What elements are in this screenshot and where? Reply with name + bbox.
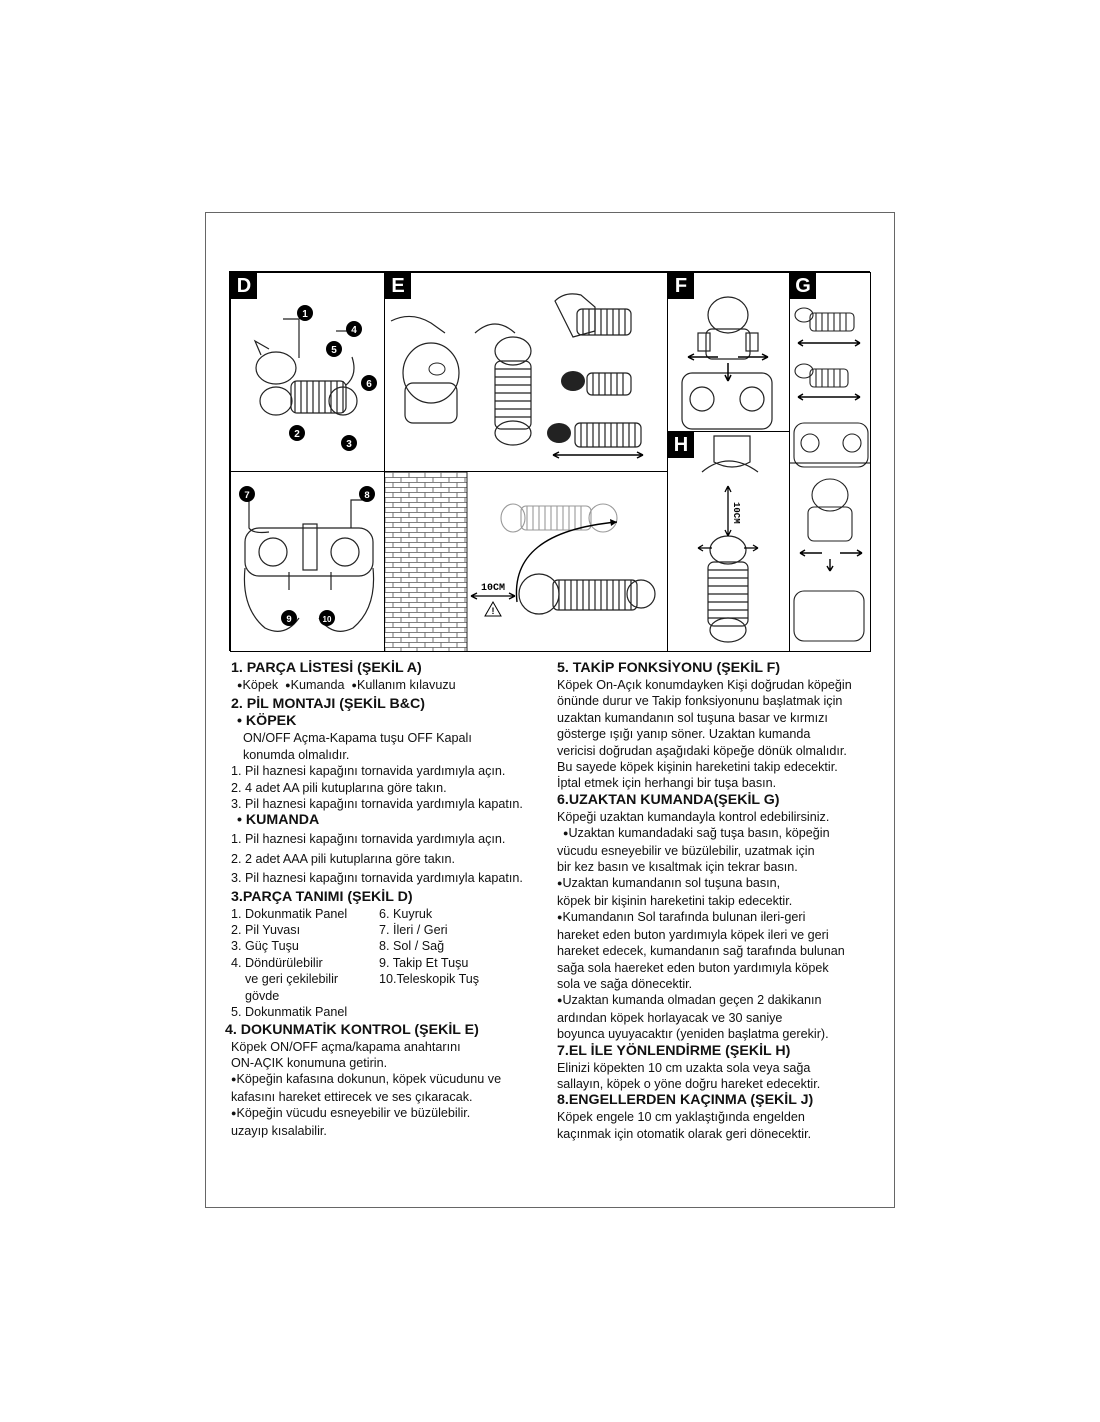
robot-dog-parts-illustration <box>231 273 385 472</box>
part-number-10: 10 <box>322 615 332 624</box>
section-5-title: 5. TAKİP FONKSİYONU (ŞEKİL F) <box>557 660 781 676</box>
dog-note-line: ON/OFF Açma-Kapama tuşu OFF Kapalı <box>243 731 472 746</box>
figure-e-panel <box>384 272 668 472</box>
part-number-3: 3 <box>346 439 352 450</box>
figure-d-panel <box>230 272 385 472</box>
part-definition: gövde <box>245 988 280 1003</box>
part-definition: ve geri çekilebilir <box>245 972 339 987</box>
section-4-title: 4. DOKUNMATİK KONTROL (ŞEKİL E) <box>225 1021 479 1038</box>
section-6-line: hareket edecek, kumandanın sağ tarafında bulunan <box>557 944 845 959</box>
section-6-line: vücudu esneyebilir ve büzülebilir, uzatmak için <box>557 843 815 858</box>
section-4-line: ● Köpeğin kafasına dokunun, köpek vücudunu ve <box>231 1071 523 1088</box>
figure-f-panel <box>667 272 790 432</box>
section-8-line: Köpek engele 10 cm yaklaştığında engelden <box>557 1110 805 1125</box>
section-7-line: Elinizi köpekten 10 cm uzakta sola veya sağa <box>557 1060 811 1075</box>
part-definition: 5. Dokunmatik Panel <box>231 1005 348 1020</box>
remote-subtitle: • KUMANDA <box>237 812 320 829</box>
touch-control-illustration <box>385 273 668 472</box>
dog-step: 1. Pil haznesi kapağını tornavida yardımıyla açın. <box>231 764 506 779</box>
part-definition: 2. Pil Yuvası <box>231 923 301 938</box>
part-number-4: 4 <box>351 325 357 336</box>
obstacle-avoidance-illustration <box>385 472 668 652</box>
section-4-line: ON-AÇIK konumuna getirin. <box>231 1056 388 1071</box>
remote-step: 2. 2 adet AAA pili kutuplarına göre takın. <box>231 851 456 866</box>
part-list-item: ● Kumanda <box>285 678 344 692</box>
section-4-line: kafasını hareket ettirecek ve ses çıkaracak. <box>231 1089 473 1104</box>
vertical-distance-label: 10CM <box>731 502 741 524</box>
section-7-line: sallayın, köpek o yöne doğru hareket edecektir. <box>557 1076 821 1091</box>
part-definition: 10.Teleskopik Tuş <box>379 972 480 987</box>
section-5-line: İptal etmek için herhangi bir tuşa basın. <box>557 776 777 791</box>
section-6-line: hareket eden buton yardımıyla köpek ileri ve geri <box>557 927 829 942</box>
dog-note-line: konumda olmalıdır. <box>243 747 350 762</box>
section-4-line: ● Köpeğin vücudu esneyebilir ve büzülebilir. <box>231 1105 523 1122</box>
section-1-title: 1. PARÇA LİSTESİ (ŞEKİL A) <box>231 660 422 676</box>
section-4-line: Köpek ON/OFF açma/kapama anahtarını <box>231 1039 461 1054</box>
distance-label: 10CM <box>480 583 506 594</box>
remote-step: 1. Pil haznesi kapağını tornavida yardımıyla açın. <box>231 832 506 847</box>
part-list-item: ● Kullanım kılavuzu <box>352 678 456 692</box>
part-definition: 7. İleri / Geri <box>379 923 448 938</box>
figure-f-label: F <box>668 273 694 299</box>
remote-parts-panel <box>230 471 385 652</box>
part-number-9: 9 <box>286 614 292 625</box>
part-definition: 4. Döndürülebilir <box>231 955 323 970</box>
dog-step: 3. Pil haznesi kapağını tornavida yardımıyla kapatın. <box>231 797 523 812</box>
svg-text:!: ! <box>491 606 495 616</box>
hand-guidance-illustration <box>668 432 790 652</box>
figure-d-label: D <box>231 273 257 299</box>
section-6-line: sağa sola haereket eden buton yardımıyla köpek <box>557 960 829 975</box>
section-6-line: boyunca uyuyacaktır (yeniden başlatma gerekir). <box>557 1027 829 1042</box>
section-5-line: Bu sayede köpek kişinin hareketini takip edecektir. <box>557 760 838 775</box>
figure-area <box>229 271 870 651</box>
part-number-5: 5 <box>331 345 337 356</box>
part-list-items <box>231 677 523 694</box>
remote-control-illustration <box>790 273 871 652</box>
part-definition: 1. Dokunmatik Panel <box>231 906 348 921</box>
section-5-line: uzaktan kumandanın sol tuşuna basar ve kırmızı <box>557 710 828 725</box>
right-column <box>557 660 852 1142</box>
part-list-item: ● Köpek <box>237 678 278 692</box>
remote-parts-illustration <box>231 472 385 652</box>
section-5-line: gösterge ışığı yanıp söner. Uzaktan kumanda <box>557 727 811 742</box>
figure-h-panel <box>667 431 790 652</box>
part-definition: 6. Kuyruk <box>379 906 433 921</box>
section-6-line: köpek bir kişinin hareketini takip edecektir. <box>557 893 793 908</box>
part-number-1: 1 <box>302 309 308 320</box>
part-definition: 3. Güç Tuşu <box>231 939 299 954</box>
section-6-line: sola ve sağa dönecektir. <box>557 976 693 991</box>
section-7-title: 7.EL İLE YÖNLENDİRME (ŞEKİL H) <box>557 1042 791 1059</box>
section-8-line: kaçınmak için otomatik olarak geri dönecektir. <box>557 1126 812 1141</box>
section-8-title: 8.ENGELLERDEN KAÇINMA (ŞEKİL J) <box>557 1092 814 1109</box>
part-definition: 8. Sol / Sağ <box>379 939 445 954</box>
figure-h-label: H <box>668 432 694 458</box>
section-6-line: ● Kumandanın Sol tarafında bulunan ileri-geri <box>557 909 852 926</box>
section-5-line: vericisi doğrudan aşağıdaki köpeğe dönük olmalıdır. <box>557 743 847 758</box>
part-definition-table <box>231 906 523 1022</box>
follow-function-illustration <box>668 273 790 432</box>
section-4-line: uzayıp kısalabilir. <box>231 1123 327 1138</box>
part-number-8: 8 <box>364 490 370 501</box>
section-6-line: ● Uzaktan kumandanın sol tuşuna basın, <box>557 875 852 892</box>
section-6-line: ● Uzaktan kumandadaki sağ tuşa basın, köpeğin <box>557 825 852 842</box>
section-6-line: Köpeği uzaktan kumandayla kontrol edebilirsiniz. <box>557 809 830 824</box>
dog-subtitle: • KÖPEK <box>237 713 297 730</box>
section-5-line: önünde durur ve Takip fonksiyonunu başlatmak için <box>557 694 843 709</box>
figure-g-label: G <box>790 273 816 299</box>
section-3-title: 3.PARÇA TANIMI (ŞEKİL D) <box>231 888 413 905</box>
part-number-2: 2 <box>294 429 300 440</box>
section-2-title: 2. PİL MONTAJI (ŞEKİL B&C) <box>231 696 425 713</box>
figure-i-panel <box>384 471 668 652</box>
section-6-line: ● Uzaktan kumanda olmadan geçen 2 dakikanın <box>557 992 852 1009</box>
remote-step: 3. Pil haznesi kapağını tornavida yardımıyla kapatın. <box>231 871 523 886</box>
section-5-line: Köpek On-Açık konumdayken Kişi doğrudan köpeğin <box>557 678 852 692</box>
part-definition: 9. Takip Et Tuşu <box>379 955 469 970</box>
part-number-7: 7 <box>244 490 250 501</box>
figure-g-panel <box>789 272 871 652</box>
part-number-6: 6 <box>366 379 372 390</box>
section-6-line: ardından köpek horlayacak ve 30 saniye <box>557 1010 783 1025</box>
left-column <box>225 660 523 1139</box>
section-6-line: bir kez basın ve kısaltmak için tekrar basın. <box>557 860 798 875</box>
dog-step: 2. 4 adet AA pili kutuplarına göre takın. <box>231 780 447 795</box>
figure-e-label: E <box>385 273 411 299</box>
section-6-title: 6.UZAKTAN KUMANDA(ŞEKİL G) <box>557 791 780 808</box>
